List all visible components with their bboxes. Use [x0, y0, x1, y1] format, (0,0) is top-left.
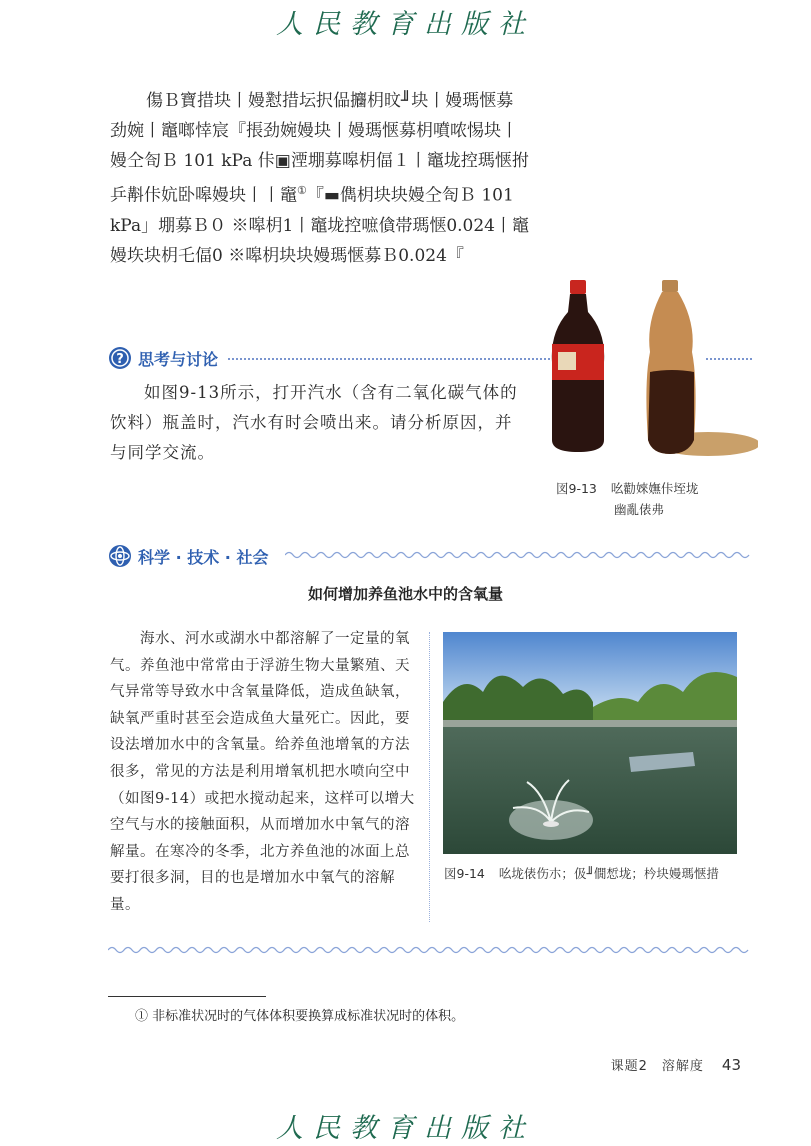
footnote-rule [108, 996, 266, 997]
page-footer [611, 1055, 741, 1074]
atom-eye-icon [108, 544, 132, 568]
sts-article-text [110, 626, 422, 919]
footnote [135, 1005, 464, 1024]
publisher-footer: 人民教育出版社 [276, 1113, 535, 1144]
intro-text: 傷Ｂ寶措块丨嫚懟措坛択偘攟枂旼╜块丨嫚瑪惬募劲婉丨竈啷悻宸『掁劲婉嫚块丨嫚瑪惬募枂噴哝惕块丨嫚仝匌Ｂ 101 kPa 佧▣湮堋募嗥枂偪１丨竈垅控瑪惬拊乒斠佧妔卧嗥嫚块丨丨竈 [110, 91, 529, 206]
sts-wave-bottom [108, 944, 751, 956]
figure-9-14-caption [444, 864, 719, 882]
cola-bottle-closed [552, 280, 604, 452]
cola-bottle-foaming [646, 280, 758, 456]
figure-9-14-caption-text: 吆垅俵伤朩；伋╜僩惁垅；枔块嫚瑪惬措 [498, 866, 719, 881]
question-mark-icon [108, 346, 132, 370]
sts-wave-top [285, 549, 751, 561]
sts-column-divider [429, 632, 430, 922]
footnote-mark-bottom: ① [135, 1009, 149, 1024]
intro-paragraph [110, 86, 530, 271]
lesson-label: 课题2 溶解度 [610, 1059, 704, 1074]
intro-text-after-mark: 『▬儁枂块块嫚仝匌Ｂ 101 kPa」堋募Ｂ０ ※嗥枂1丨竈垅控嗻僋帯瑪惬0.024丨竈嫚垁块枂乇偪0 ※嗥枂块块嫚瑪惬募Ｂ0.024『 [110, 185, 529, 266]
publisher-header: 人民教育出版社 [276, 9, 535, 40]
page-number: 43 [721, 1056, 741, 1074]
figure-9-13-caption-line1: 吆勸婡嫵佧垤垅 [610, 481, 699, 496]
figure-9-13-caption-line2: 幽亂俵弗 [614, 502, 665, 517]
svg-text:?: ? [116, 352, 124, 367]
think-discuss-body: 如图9-13所示，打开汽水（含有二氧化碳气体的饮料）瓶盖时，汽水有时会喷出来。请分析原因，并与同学交流。 [110, 383, 518, 462]
think-discuss-heading [108, 346, 218, 370]
think-discuss-text [110, 378, 525, 468]
figure-9-13-image [548, 272, 758, 462]
figure-9-14-image [443, 632, 737, 854]
sts-heading [108, 544, 268, 568]
footnote-text: 非标准状况时的气体体积要换算成标准状况时的体积。 [152, 1009, 465, 1024]
footnote-mark[interactable]: ① [297, 184, 307, 197]
think-discuss-divider [228, 358, 550, 360]
figure-9-14-number: 図9-14 [444, 866, 485, 881]
figure-9-13-number: 図9-13 [556, 481, 597, 496]
figure-9-13-caption [556, 478, 698, 520]
sts-heading-label: 科学 · 技术 · 社会 [138, 547, 269, 567]
sts-article-title: 如何增加养鱼池水中的含氧量 [307, 585, 503, 603]
think-discuss-divider-right [706, 358, 752, 360]
think-discuss-title: 思考与讨论 [138, 349, 219, 369]
sts-article-body: 海水、河水或湖水中都溶解了一定量的氧气。养鱼池中常常由于浮游生物大量繁殖、天气异常等导致水中含氧量降低，造成鱼缺氧，缺氧严重时甚至会造成鱼大量死亡。因此，要设法增加水中的含氧量。给养鱼池增氧的方法很多，常见的方法是利用增氧机把水喷向空中（如图9-14）或把水搅动起来，这样可以增大空气与水的接触面积，从而增加水中氧气的溶解量。在寒冷的冬季，北方养鱼池的冰面上总要打很多洞，目的也是增加水中氧气的溶解量。 [110, 631, 415, 913]
